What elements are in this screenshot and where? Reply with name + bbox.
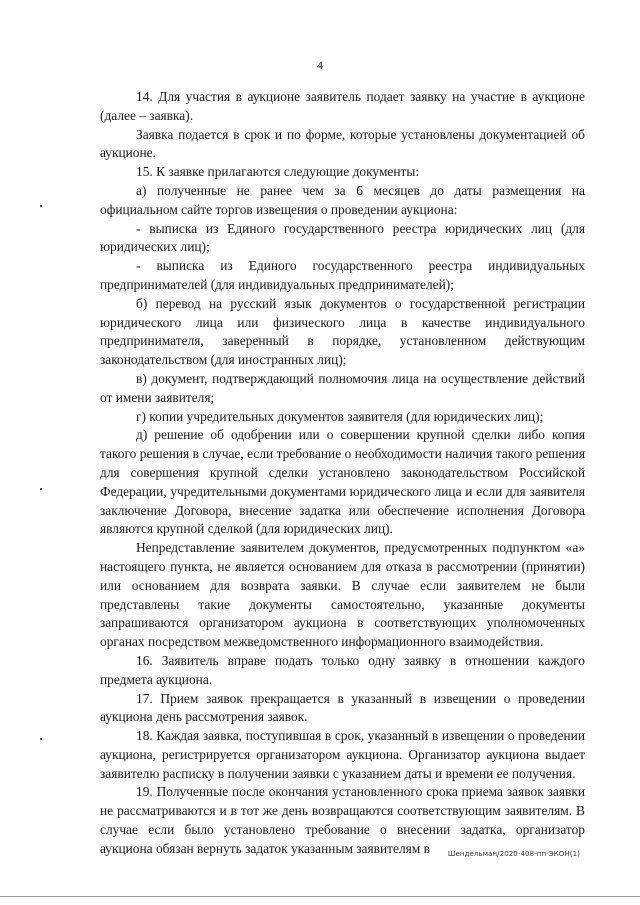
paragraph-17: 17. Прием заявок прекращается в указанный в извещении о проведении аукциона день рассмотрения заявок. — [100, 690, 585, 725]
paragraph-18: 18. Каждая заявка, поступившая в срок, указанный в извещении о проведении аукциона, регистрируется организатором аукциона. Организатор аукциона выдает заявителю расписку в получении заявки с указанием даты и времени ее получения. — [100, 728, 585, 781]
paragraph-15-d: д) решение об одобрении или о совершении крупной сделки либо копия такого решения в случае, если требование о необходимости наличия такого решения для совершения крупной сделки установлено законодательством Российской Федерации, учредительными документами юридического лица и если для заявителя заключение Договора, внесение задатка или обеспечение исполнения Договора являются крупной сделкой (для юридических лиц). — [100, 427, 585, 537]
paragraph-15-note: Непредставление заявителем документов, предусмотренных подпунктом «а» настоящего пункта, не является основанием для отказа в рассмотрении (принятии) или основанием для возврата заявки. В случае если заявителем не были представлены такие документы самостоятельно, указанные документы запрашиваются организатором аукциона в соответствующих уполномоченных органах посредством межведомственного информационного взаимодействия. — [100, 540, 585, 650]
document-code: Шендельман/2020-408-пп-ЭКОН(1) — [447, 850, 580, 858]
margin-mark — [40, 488, 42, 490]
paragraph-15-a-legal: - выписка из Единого государственного реестра юридических лиц (для юридических лиц); — [100, 220, 585, 255]
paragraph-14-form: Заявка подается в срок и по форме, которые установлены документацией об аукционе. — [100, 126, 585, 161]
page-number: 4 — [317, 58, 323, 72]
paragraph-15-b: б) перевод на русский язык документов о государственной регистрации юридического лица или физического лица в качестве индивидуального предпринимателя, заверенный в порядке, установленном действующим законодательством (для иностранных лиц); — [100, 295, 585, 368]
paragraph-16: 16. Заявитель вправе подать только одну заявку в отношении каждого предмета аукциона. — [100, 652, 585, 687]
paragraph-15-a-individual: - выписка из Единого государственного реестра индивидуальных предпринимателей (для индивидуальных предпринимателей); — [100, 258, 585, 292]
paragraph-15-g: г) копии учредительных документов заявителя (для юридических лиц); — [136, 408, 544, 424]
paragraph-19: 19. Полученные после окончания установленного срока приема заявок заявки не рассматриваются и в тот же день возвращаются соответствующим заявителям. В случае если было установлено требование о внесении задатка, организатор аукциона обязан вернуть задаток указанным заявителям в — [100, 784, 585, 856]
paragraph-15: 15. К заявке прилагаются следующие документы: — [136, 164, 420, 180]
margin-mark — [40, 205, 42, 207]
paragraph-15-v: в) документ, подтверждающий полномочия лица на осуществление действий от имени заявителя; — [100, 370, 585, 405]
paragraph-14: 14. Для участия в аукционе заявитель подает заявку на участие в аукционе (далее – заявка). — [100, 89, 585, 123]
margin-mark — [40, 738, 42, 740]
paragraph-15-a: а) полученные не ранее чем за 6 месяцев до даты размещения на официальном сайте торгов извещения о проведении аукциона: — [100, 182, 585, 217]
document-body — [100, 88, 585, 859]
bottom-rule — [0, 896, 640, 897]
